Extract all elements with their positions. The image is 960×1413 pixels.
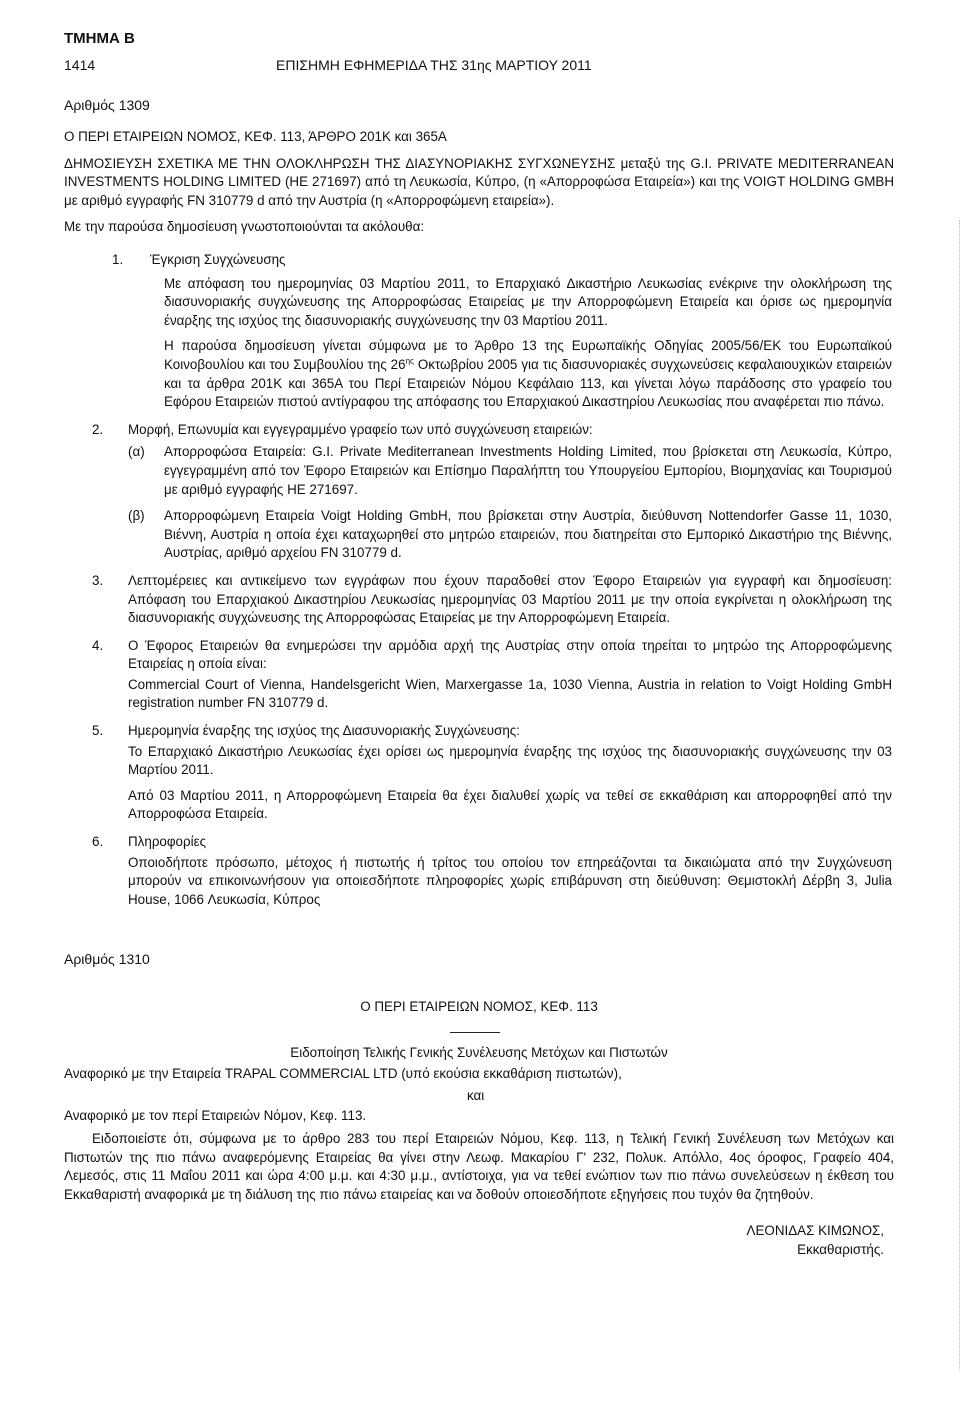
divider-rule [450,1032,500,1033]
notice-1310-and: και [467,1088,485,1103]
list-item [92,421,892,563]
sub-item-text: Απορροφώμενη Εταιρεία Voigt Holding GmbH, που βρίσκεται στην Αυστρία, διεύθυνση Nottendorfer Gasse 11, 1030, Βιέννη, Αυστρία η οποία έχει καταχωρηθεί στο μητρώο εταιρειών, που διατηρείται στο Εμπορικό Δικαστήριο της Βιέννης, Αυστρίας, αριθμό αρχείου FN 310779 d. [164,508,892,561]
sub-item-text: Απορροφώσα Εταιρεία: G.I. Private Mediterranean Investments Holding Limited, που βρίσκεται στη Λευκωσία, Κύπρο, εγγεγραμμένη από τον Έφορο Εταιρειών και Επίσημο Παραλήπτη του Υπουργείου Εμπορίου, Βιομηχανίας και Τουρισμού με αριθμό εγγραφής ΗΕ 271697. [164,444,892,497]
signature-name: ΛΕΟΝΙΔΑΣ ΚΙΜΩΝΟΣ, [746,1223,884,1238]
item-number: 1. [112,252,124,267]
item-title: Μορφή, Επωνυμία και εγγεγραμμένο γραφείο των υπό συγχώνευση εταιρειών: [128,421,593,437]
list-item [92,722,892,824]
item-number: 5. [92,723,104,739]
gazette-header [64,56,884,75]
section-heading: ΤΜΗΜΑ Β [64,30,135,47]
item-number: 2. [92,421,104,437]
list-item [92,637,892,713]
notice-1309-number: Αριθμός 1309 [64,97,150,113]
sub-item [128,507,892,563]
list-item [92,572,892,628]
item-paragraph: Με απόφαση του ημερομηνίας 03 Μαρτίου 2011, το Επαρχιακό Δικαστήριο Λευκωσίας ενέκρινε την ολοκλήρωση της διασυνοριακής συγχώνευσης της Απορροφώσας Εταιρείας με την Απορροφώμενη Εταιρεία και όρισε ως ημερομηνία έναρξης της ισχύος της διασυνοριακής συγχώνευσης την 03 Μαρτίου 2011. [164,275,892,328]
notice-1309-body [64,128,894,237]
notice-1309-items [92,251,892,909]
notice-1310-body: Ειδοποιείστε ότι, σύμφωνα με το άρθρο 283 του περί Εταιρειών Νόμου, Κεφ. 113, η Τελική Γενική Συνέλευση των Μετόχων και Πιστωτών της πιο πάνω αναφερόμενης Εταιρείας θα γίνει στην Λεωφ. Μακαρίου Γ' 232, Πολυκ. Απόλλο, 4ος όροφος, Γραφείο 404, Λεμεσός, στις 11 Μαΐου 2011 και ώρα 4:00 μ.μ. και 4:30 μ.μ., αντίστοιχα, για να τεθεί ενώπιον των πιο πάνω συνελεύσεων η έκθεση του Εκκαθαριστή αναφορικά με τη διάλυση της πιο πάνω εταιρείας και να δοθούν οποιεσδήποτε εξηγήσεις που τυχόν θα ζητηθούν. [64,1131,894,1202]
notice-1310-ref-law: Αναφορικό με τον περί Εταιρειών Νόμον, Κεφ. 113. [64,1108,367,1123]
gazette-title: ΕΠΙΣΗΜΗ ΕΦΗΜΕΡΙΔΑ ΤΗΣ 31ης ΜΑΡΤΙΟΥ 2011 [276,57,592,73]
list-item [112,251,892,412]
notice-1310-meeting-title: Ειδοποίηση Τελικής Γενικής Συνέλευσης Μετόχων και Πιστωτών [290,1045,668,1060]
item-paragraph: Οποιοδήποτε πρόσωπο, μέτοχος ή πιστωτής ή τρίτος του οποίου τον επηρεάζονται τα δικαιώματα από την Συγχώνευση μπορούν να επικοινωνήσουν για οποιεσδήποτε πληροφορίες χωρίς επιβάρυνση στη διεύθυνση: Θεμιστοκλή Δέρβη 3, Julia House, 1066 Λευκωσία, Κύπρος [128,854,892,907]
notice-1309-intro: ΔΗΜΟΣΙΕΥΣΗ ΣΧΕΤΙΚΑ ΜΕ ΤΗΝ ΟΛΟΚΛΗΡΩΣΗ ΤΗΣ ΔΙΑΣΥΝΟΡΙΑΚΗΣ ΣΥΓΧΩΝΕΥΣΗΣ μεταξύ της G.I. PRIVATE MEDITERRANEAN INVESTMENTS HOLDING LIMITED (ΗΕ 271697) από τη Λευκωσία, Κύπρο, (η «Απορροφώσα Εταιρεία») και της VOIGT HOLDING GMBH με αριθμό εγγραφής FN 310779 d από την Αυστρία (η «Απορροφώμενη εταιρεία»). [64,155,894,208]
sub-item-label: (β) [128,508,145,524]
item-number: 3. [92,572,104,588]
item-title: Πληροφορίες [128,834,207,850]
sub-item [128,443,892,499]
item-paragraph: Το Επαρχιακό Δικαστήριο Λευκωσίας έχει ορίσει ως ημερομηνία έναρξης της ισχύος της διασυνοριακής συγχώνευσης την 03 Μαρτίου 2011. [128,743,892,778]
item-title: Λεπτομέρειες και αντικείμενο των εγγράφων που έχουν παραδοθεί στον Έφορο Εταιρειών για εγγραφή και δημοσίευση: Απόφαση του Επαρχιακού Δικαστηρίου Λευκωσίας ημερομηνίας 03 Μαρτίου 2011 με την οποία εγκρίνεται η ολοκλήρωση της διασυνοριακής συγχώνευσης της Απορροφώσας Εταιρείας με την Απορροφώμενη Εταιρεία. [128,572,892,626]
item-paragraph: Από 03 Μαρτίου 2011, η Απορροφώμενη Εταιρεία θα έχει διαλυθεί χωρίς να τεθεί σε εκκαθάριση και απορροφηθεί από την Απορροφώσα Εταιρεία. [128,787,892,822]
item-title: Ο Έφορος Εταιρειών θα ενημερώσει την αρμόδια αρχή της Αυστρίας στην οποία τηρείται το μητρώο της Απορροφώμενης Εταιρείας η οποία είναι: [128,637,892,672]
notice-1310-law-line: Ο ΠΕΡΙ ΕΤΑΙΡΕΙΩΝ ΝΟΜΟΣ, ΚΕΦ. 113 [360,999,598,1014]
item-number: 4. [92,637,104,653]
notice-1309-law-line: Ο ΠΕΡΙ ΕΤΑΙΡΕΙΩΝ ΝΟΜΟΣ, ΚΕΦ. 113, ΆΡΘΡΟ 201Κ και 365Α [64,129,447,144]
sub-item-label: (α) [128,444,145,460]
item-number: 6. [92,834,104,850]
item-paragraph: Η παρούσα δημοσίευση γίνεται σύμφωνα με το Άρθρο 13 της Ευρωπαϊκής Οδηγίας 2005/56/ΕΚ του Ευρωπαϊκού Κοινοβουλίου και του Συμβουλίου της $26^{\eta\varsigma}$ Οκτωβρίου 2005 για τις διασυνοριακές συγχωνεύσεις κεφαλαιουχικών εταιρειών και τα άρθρα 201Κ και 365Α του Περί Εταιρειών Νόμου Κεφάλαιο 113, και γίνεται λόγω παράδοσης στο γραφείο του Εφόρου Εταιρειών πιστού αντίγραφου της απόφασης του Επαρχιακού Δικαστηρίου Λευκωσίας που αναφέρεται πιο πάνω. [164,338,892,410]
notice-1310-number: Αριθμός 1310 [64,951,150,967]
page-number: 1414 [64,57,96,73]
signature-role: Εκκαθαριστής. [797,1241,884,1257]
item-title: Έγκριση Συγχώνευσης [150,252,286,267]
notice-1310-ref-company: Αναφορικό με την Εταιρεία TRAPAL COMMERCIAL LTD (υπό εκούσια εκκαθάριση πιστωτών), [64,1066,622,1081]
item-title: Ημερομηνία έναρξης της ισχύος της Διασυνοριακής Συγχώνευσης: [128,723,520,739]
list-item [92,833,892,909]
notice-1309-lead: Με την παρούσα δημοσίευση γνωστοποιούνται τα ακόλουθα: [64,219,425,235]
signature-block [747,1222,884,1259]
superscript-ordinal: ης [405,356,414,366]
item-paragraph: Commercial Court of Vienna, Handelsgericht Wien, Marxergasse 1a, 1030 Vienna, Austria in relation to Voigt Holding GmbH registration number FN 310779 d. [128,676,892,711]
